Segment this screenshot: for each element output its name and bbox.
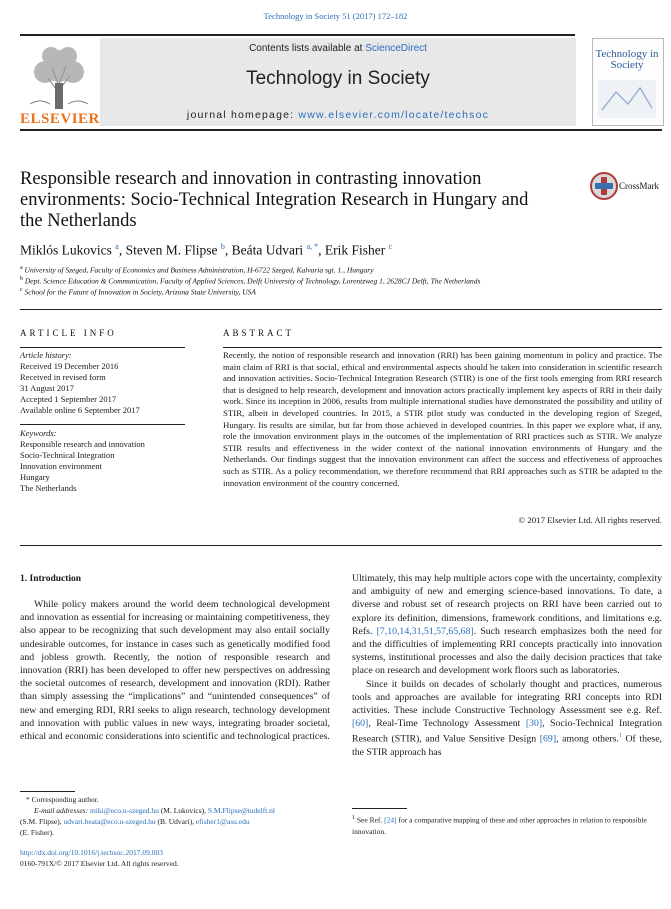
affiliation: [20, 287, 256, 297]
footnote-rule: [20, 791, 75, 792]
paragraph-text: Of these, the STIR approach has: [352, 733, 662, 758]
affiliation: [20, 276, 480, 286]
author-separator: ,: [118, 242, 126, 258]
author-affiliation-marker[interactable]: c: [388, 242, 393, 251]
cover-graphic: [598, 80, 656, 118]
footnote-1: [352, 813, 662, 837]
history-entry: Available online 6 September 2017: [20, 405, 140, 415]
author-affiliation-marker[interactable]: a, *: [306, 242, 319, 251]
corresponding-author-footnote: [20, 794, 330, 838]
elsevier-wordmark: ELSEVIER: [20, 111, 100, 127]
author-affiliation-marker[interactable]: b: [220, 242, 225, 251]
author-name[interactable]: Erik Fisher: [324, 242, 386, 258]
abstract-copyright: © 2017 Elsevier Ltd. All rights reserved.: [518, 515, 662, 525]
footnote-number: 1: [352, 815, 355, 821]
email-owner: (M. Lukovics),: [158, 806, 208, 815]
affiliation-text: Dept. Science Education & Communication, Faculty of Applied Sciences, Delft University of Technology, Lorentzweg 1, 2628CJ Delft, The Netherlands: [24, 276, 481, 286]
email-link[interactable]: S.M.Flipse@tudelft.nl: [207, 806, 276, 815]
paragraph-text: . Such research emphasizes both the need for and the difficulties of implementing RRI concepts practically into innovation systems, institutional processes and also the daily decision practices that take place on research and development work floors such as laboratories.: [352, 625, 663, 677]
abstract-rule: [223, 347, 662, 348]
affiliation-text: University of Szeged, Faculty of Economics and Business Administration, H-6722 Szeged, Kalvaria sgt. 1., Hungary: [24, 265, 374, 275]
homepage-link[interactable]: www.elsevier.com/locate/techsoc: [298, 109, 490, 121]
email-owner: (S.M. Flipse),: [20, 817, 64, 826]
paragraph: [352, 678, 662, 759]
cover-title: Technology in Society: [595, 48, 659, 71]
section-divider: [20, 309, 662, 310]
paragraph-text: Ultimately, this may help multiple actors cope with the uncertainty, complexity and ambiguity of new and emerging science-based innovations. To date, a diverse and robust set of research projects on RRI have been carried out to explore its definition, dimensions, framework conditions, and limitations e.g. Refs.: [352, 573, 662, 637]
history-entry: 31 August 2017: [20, 383, 74, 393]
author-separator: ,: [318, 242, 325, 258]
author-name[interactable]: Steven M. Flipse: [125, 242, 218, 258]
article-title: Responsible research and innovation in contrasting innovation environments: Socio-Technical Integration Research in Hungary and the Netherlands: [20, 169, 529, 231]
homepage-prefix: journal homepage:: [186, 109, 299, 121]
reference-link[interactable]: [60]: [352, 718, 369, 730]
body-column-left: [20, 598, 330, 743]
author-list: [20, 242, 392, 259]
paragraph-text: , Socio-Technical Integration Research (STIR), and Value Sensitive Design: [352, 718, 662, 745]
history-entry: Received 19 December 2016: [20, 361, 119, 371]
contents-line: [100, 43, 576, 54]
issn-line: 0160-791X/© 2017 Elsevier Ltd. All rights reserved.: [20, 859, 179, 868]
email-link[interactable]: miki@eco.u-szeged.hu: [89, 806, 159, 815]
author-name[interactable]: Beáta Udvari: [231, 242, 304, 258]
affiliation-marker: c: [20, 287, 23, 293]
paragraph-text: Since it builds on decades of scholarly thought and practices, numerous tools and approaches are available for integrating RRI concepts into RDI activities. These include Constructive Technology Assessment see e.g. Ref.: [352, 678, 662, 717]
paragraph: [352, 572, 662, 678]
article-info-heading: ARTICLE INFO: [20, 328, 117, 338]
email-label: E-mail addresses:: [34, 806, 89, 815]
article-info-rule: [20, 347, 185, 348]
crossmark-icon[interactable]: [590, 172, 618, 200]
footnote-marker: *: [26, 795, 30, 804]
affiliation: [20, 265, 374, 275]
paragraph: While policy makers around the world deem technological development and innovation as essential for increasing or maintaining competitiveness, they also appear to be recognizing that such development may also entail socially undesirable outcomes, for instance in cases such as genetically modified food and jobless growth. Recently, the notion of responsible research and innovation (RRI) has been developed to offer new perspectives on addressing the societal outcomes of research, development and innovation (RDI). Rather than simply assessing the “implications” and “unintended consequences” of new and emerging RDI, RRI seeks to align research, technology development and innovation with public values in new ways, integrating broader societal, ethical and economic considerations into scientific and technological practices.: [20, 599, 330, 743]
paragraph-text: , Real-Time Technology Assessment: [368, 718, 526, 730]
keyword: Innovation environment: [20, 461, 102, 471]
paragraph-text: , among others.: [556, 733, 619, 745]
journal-title: Technology in Society: [246, 68, 430, 89]
keyword: The Netherlands: [20, 483, 77, 493]
abstract-text: Recently, the notion of responsible research and innovation (RRI) has been gaining momentum in policy and practice. The main claim of RRI is that social, ethical and environmental aspects should be taken into consideration in scientific research and innovation activities. Socio-Technical Integration Research (STIR) is one of the first tools emerging from RRI research that is designed to help research, development and innovation actors practically implement key aspects of RRI in their daily work. Since its inception in 2006, results from multiple international studies have demonstrated the possibility and utility of STIR, albeit in developed countries. In 2015, a STIR pilot study was conducted in the developing region of Szeged, Hungary. Its results are similar, but far from those achieved in developed countries. In this paper we explore what, if any, role the innovation environment plays in the outcomes of the implementation of RRI practices such as STIR. We analyze STIR results and effectiveness in the wider context of the national innovation environments of Hungary and the Netherlands. Our findings suggest that the innovation environment can affect the success and effectiveness of approaches such as STIR. As a policy recommendation, we therefore recommend that RRI approaches such as STIR be adapted to the innovation environment of the country concerned.: [223, 350, 662, 488]
footnote-text: See Ref.: [356, 815, 385, 825]
history-entry: Accepted 1 September 2017: [20, 394, 117, 404]
affiliation-text: School for the Future of Innovation in Society, Arizona State University, USA: [24, 287, 256, 297]
crossmark-label[interactable]: CrossMark: [619, 181, 659, 191]
footnote-text: for a comparative mapping of these and other approaches in relation to responsible innovation.: [352, 815, 647, 836]
author-separator: ,: [224, 242, 232, 258]
header-rule-top: [20, 34, 575, 36]
email-link[interactable]: efisher1@asu.edu: [195, 817, 250, 826]
corresponding-author-label: Corresponding author.: [31, 795, 99, 804]
header-rule-bottom: [20, 129, 662, 131]
sciencedirect-link[interactable]: ScienceDirect: [365, 43, 427, 54]
journal-citation-link[interactable]: Technology in Society 51 (2017) 172–182: [263, 11, 408, 21]
history-label: Article history:: [20, 350, 72, 360]
keyword: Hungary: [20, 472, 50, 482]
footnote-rule: [352, 808, 407, 809]
affiliation-marker: b: [20, 276, 23, 282]
reference-link[interactable]: [30]: [525, 718, 543, 730]
body-divider: [20, 545, 662, 546]
doi-link[interactable]: http://dx.doi.org/10.1016/j.techsoc.2017.09.003: [20, 848, 163, 857]
keywords-label: Keywords:: [20, 428, 57, 438]
abstract-heading: ABSTRACT: [223, 328, 295, 338]
affiliation-marker: a: [20, 265, 23, 271]
author-name[interactable]: Miklós Lukovics: [20, 242, 112, 258]
email-owner: (B. Udvari),: [155, 817, 196, 826]
journal-homepage-line: [100, 109, 576, 121]
keyword: Responsible research and innovation: [20, 439, 145, 449]
reference-link[interactable]: [7,10,14,31,51,57,65,68]: [376, 625, 474, 637]
reference-link[interactable]: [24]: [384, 815, 397, 825]
keyword: Socio-Technical Integration: [20, 450, 115, 460]
reference-link[interactable]: [69]: [539, 733, 557, 745]
section-heading-introduction: 1. Introduction: [20, 574, 82, 584]
history-entry: Received in revised form: [20, 372, 106, 382]
contents-prefix: Contents lists available at: [249, 43, 366, 54]
author-affiliation-marker[interactable]: a: [115, 242, 119, 251]
body-column-right: [352, 572, 662, 759]
keywords-rule: [20, 424, 185, 425]
email-link[interactable]: udvari.beata@eco.u-szeged.hu: [63, 817, 156, 826]
email-owner: (E. Fisher).: [20, 828, 54, 837]
footnote-marker[interactable]: 1: [618, 733, 622, 740]
